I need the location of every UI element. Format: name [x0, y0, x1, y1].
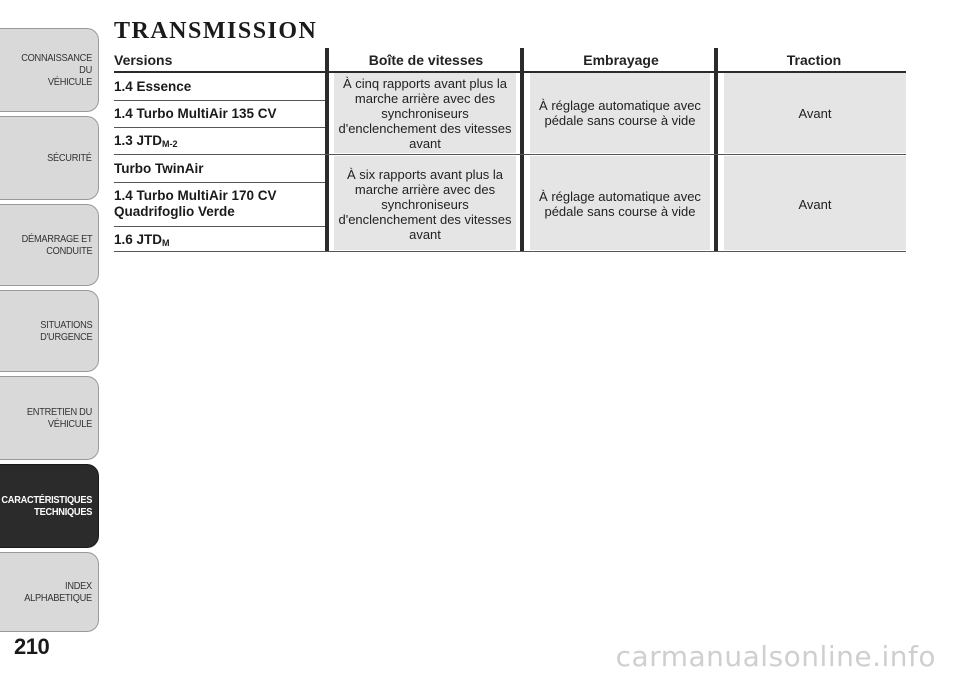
row-version-5: 1.4 Turbo MultiAir 170 CV Quadrifoglio Verde [114, 188, 277, 219]
row-version-2: 1.4 Turbo MultiAir 135 CV [114, 106, 277, 121]
tab-label: SÉCURITÉ [47, 152, 92, 164]
tab-demarrage-et-conduite[interactable] [0, 204, 99, 286]
row-version-4: Turbo TwinAir [114, 161, 204, 176]
header-gearbox: Boîte de vitesses [368, 52, 484, 68]
column-divider [325, 48, 329, 251]
tab-caracteristiques-techniques[interactable] [0, 464, 99, 548]
traction-cell: Avant [798, 105, 832, 121]
row-version-3: 1.3 $JTD_{M-2}$ [114, 133, 178, 149]
tab-index-alphabetique[interactable] [0, 552, 99, 632]
tab-label: CONNAISSANCE DU VÉHICULE [21, 52, 92, 88]
watermark: carmanualsonline.info [615, 640, 936, 673]
version-subscript: M-2 [162, 139, 178, 149]
clutch-cell: À réglage automatique avec pédale sans course à vide [539, 189, 701, 219]
header-clutch: Embrayage [583, 52, 659, 68]
group-rule [114, 154, 906, 155]
gearbox-cell: À cinq rapports avant plus la marche arrière avec des synchroniseurs d'enclenchement des vitesses avant [338, 75, 512, 151]
tab-label: CARACTÉRISTIQUES TECHNIQUES [1, 494, 92, 518]
clutch-cell: À réglage automatique avec pédale sans course à vide [539, 98, 701, 128]
column-divider [714, 48, 718, 251]
tab-connaissance-du-vehicule[interactable] [0, 28, 99, 112]
tab-label: SITUATIONS D'URGENCE [39, 319, 92, 343]
header-versions: Versions [114, 52, 173, 68]
row-version-6: 1.6 $JTD_M$ [114, 232, 170, 248]
tab-label: INDEX ALPHABETIQUE [24, 580, 92, 604]
row-rule [114, 182, 325, 183]
row-rule [114, 100, 325, 101]
row-version-1: 1.4 Essence [114, 79, 192, 94]
page-number: 210 [14, 634, 50, 659]
tab-entretien-du-vehicule[interactable] [0, 376, 99, 460]
tab-situations-durgence[interactable] [0, 290, 99, 372]
table-bottom-rule [114, 251, 906, 252]
section-title: TRANSMISSION [114, 18, 318, 44]
version-subscript: M [162, 238, 170, 248]
row-rule [114, 127, 325, 128]
row-rule [114, 226, 325, 227]
tab-label: ENTRETIEN DU VÉHICULE [26, 406, 92, 430]
tab-securite[interactable] [0, 116, 99, 200]
gearbox-cell: À six rapports avant plus la marche arrière avec des synchroniseurs d'enclenchement des vitesses avant [338, 166, 512, 242]
tab-label: DÉMARRAGE ET CONDUITE [21, 233, 92, 257]
header-traction: Traction [786, 52, 842, 68]
column-divider [520, 48, 524, 251]
traction-cell: Avant [798, 196, 832, 212]
